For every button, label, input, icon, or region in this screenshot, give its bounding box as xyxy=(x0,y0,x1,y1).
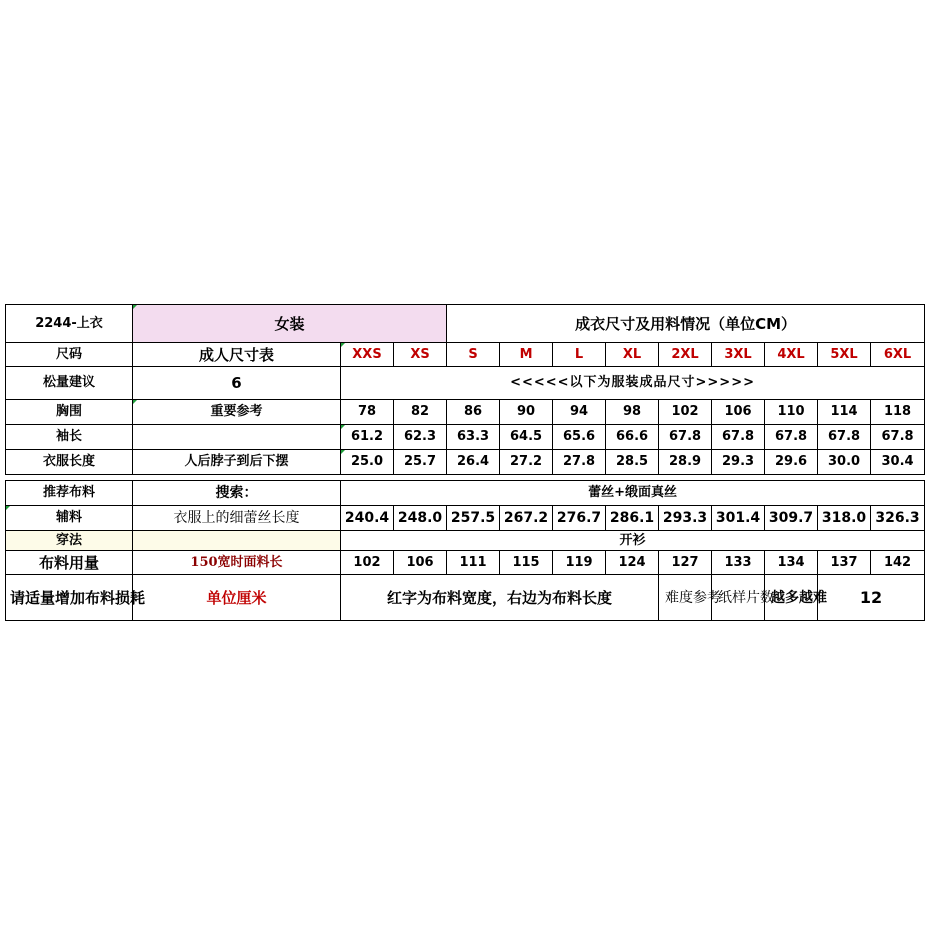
measure-value-cell[interactable]: 65.6 xyxy=(553,425,606,450)
size-label-cell[interactable]: 尺码 xyxy=(6,343,133,367)
measure-value-cell[interactable]: 66.6 xyxy=(606,425,659,450)
measure-note-cell[interactable]: 人后脖子到后下摆 xyxy=(133,450,341,475)
length-row xyxy=(6,450,925,475)
measure-value-cell[interactable]: 118 xyxy=(871,400,925,425)
measure-value-cell[interactable]: 61.2 xyxy=(341,425,394,450)
unit-cell[interactable]: 单位厘米 xyxy=(133,575,341,621)
ease-value-cell[interactable]: 6 xyxy=(133,367,341,400)
measure-value-cell[interactable]: 82 xyxy=(394,400,447,425)
measure-value-cell[interactable]: 28.5 xyxy=(606,450,659,475)
measure-value-cell[interactable]: 94 xyxy=(553,400,606,425)
trim-value-cell[interactable]: 301.4 xyxy=(712,506,765,531)
measure-label-cell[interactable]: 袖长 xyxy=(6,425,133,450)
size-chart-table xyxy=(5,304,925,621)
difficulty-label-cell[interactable]: 难度参考 xyxy=(659,575,712,621)
pattern-pieces-label-cell[interactable]: 纸样片数 xyxy=(712,575,765,621)
wear-value-cell[interactable]: 开衫 xyxy=(341,531,925,551)
trim-value-cell[interactable]: 240.4 xyxy=(341,506,394,531)
size-cell[interactable]: XXS xyxy=(341,343,394,367)
explain-cell[interactable]: 红字为布料宽度，右边为布料长度 xyxy=(341,575,659,621)
measure-value-cell[interactable]: 27.8 xyxy=(553,450,606,475)
measure-value-cell[interactable]: 86 xyxy=(447,400,500,425)
size-cell[interactable]: 5XL xyxy=(818,343,871,367)
usage-value-cell[interactable]: 111 xyxy=(447,551,500,575)
trim-value-cell[interactable]: 286.1 xyxy=(606,506,659,531)
trim-value-cell[interactable]: 267.2 xyxy=(500,506,553,531)
finished-size-banner[interactable]: <<<<<以下为服装成品尺寸>>>>> xyxy=(341,367,925,400)
fabric-loss-note-cell[interactable]: 请适量增加布料损耗 xyxy=(6,575,133,621)
measure-value-cell[interactable]: 27.2 xyxy=(500,450,553,475)
measure-value-cell[interactable]: 62.3 xyxy=(394,425,447,450)
measure-value-cell[interactable]: 106 xyxy=(712,400,765,425)
measure-value-cell[interactable]: 26.4 xyxy=(447,450,500,475)
trim-value-cell[interactable]: 309.7 xyxy=(765,506,818,531)
measure-value-cell[interactable]: 30.4 xyxy=(871,450,925,475)
size-cell[interactable]: L xyxy=(553,343,606,367)
ease-row xyxy=(6,367,925,400)
section-title-cell[interactable]: 成衣尺寸及用料情况（单位CM） xyxy=(447,305,925,343)
usage-value-cell[interactable]: 137 xyxy=(818,551,871,575)
header-row xyxy=(6,305,925,343)
fabric-search-cell[interactable]: 搜索： xyxy=(133,481,341,506)
measure-value-cell[interactable]: 25.7 xyxy=(394,450,447,475)
measure-label-cell[interactable]: 胸围 xyxy=(6,400,133,425)
measure-value-cell[interactable]: 110 xyxy=(765,400,818,425)
trim-note-cell[interactable]: 衣服上的细蕾丝长度 xyxy=(133,506,341,531)
category-cell[interactable]: 女装 xyxy=(133,305,447,343)
measure-value-cell[interactable]: 67.8 xyxy=(871,425,925,450)
trim-row xyxy=(6,506,925,531)
usage-value-cell[interactable]: 133 xyxy=(712,551,765,575)
wear-empty-cell[interactable] xyxy=(133,531,341,551)
size-cell[interactable]: 4XL xyxy=(765,343,818,367)
size-cell[interactable]: S xyxy=(447,343,500,367)
usage-value-cell[interactable]: 102 xyxy=(341,551,394,575)
size-cell[interactable]: 2XL xyxy=(659,343,712,367)
pattern-pieces-count-cell[interactable]: 12 xyxy=(818,575,925,621)
measure-value-cell[interactable]: 78 xyxy=(341,400,394,425)
measure-value-cell[interactable]: 90 xyxy=(500,400,553,425)
measure-value-cell[interactable]: 28.9 xyxy=(659,450,712,475)
more-harder-cell[interactable]: 越多越难 xyxy=(765,575,818,621)
usage-note-cell[interactable]: 150宽时面料长 xyxy=(133,551,341,575)
measure-value-cell[interactable]: 64.5 xyxy=(500,425,553,450)
fabric-row xyxy=(6,481,925,506)
trim-label-cell[interactable]: 辅料 xyxy=(6,506,133,531)
trim-value-cell[interactable]: 293.3 xyxy=(659,506,712,531)
sleeve-row xyxy=(6,425,925,450)
measure-value-cell[interactable]: 25.0 xyxy=(341,450,394,475)
measure-value-cell[interactable]: 102 xyxy=(659,400,712,425)
bust-row xyxy=(6,400,925,425)
wear-row xyxy=(6,531,925,551)
measure-value-cell[interactable]: 98 xyxy=(606,400,659,425)
measure-note-cell[interactable]: 重要参考 xyxy=(133,400,341,425)
usage-value-cell[interactable]: 142 xyxy=(871,551,925,575)
measure-note-cell[interactable] xyxy=(133,425,341,450)
ease-label-cell[interactable]: 松量建议 xyxy=(6,367,133,400)
usage-value-cell[interactable]: 134 xyxy=(765,551,818,575)
measure-value-cell[interactable]: 29.6 xyxy=(765,450,818,475)
size-cell[interactable]: M xyxy=(500,343,553,367)
chart-subtitle-cell[interactable]: 成人尺寸表 xyxy=(133,343,341,367)
usage-row xyxy=(6,551,925,575)
measure-value-cell[interactable]: 67.8 xyxy=(659,425,712,450)
size-cell[interactable]: 3XL xyxy=(712,343,765,367)
usage-value-cell[interactable]: 127 xyxy=(659,551,712,575)
trim-value-cell[interactable]: 318.0 xyxy=(818,506,871,531)
trim-value-cell[interactable]: 248.0 xyxy=(394,506,447,531)
fabric-label-cell[interactable]: 推荐布料 xyxy=(6,481,133,506)
usage-value-cell[interactable]: 119 xyxy=(553,551,606,575)
measure-value-cell[interactable]: 114 xyxy=(818,400,871,425)
usage-value-cell[interactable]: 115 xyxy=(500,551,553,575)
usage-value-cell[interactable]: 124 xyxy=(606,551,659,575)
measure-value-cell[interactable]: 67.8 xyxy=(818,425,871,450)
usage-label-cell[interactable]: 布料用量 xyxy=(6,551,133,575)
measure-label-cell[interactable]: 衣服长度 xyxy=(6,450,133,475)
usage-value-cell[interactable]: 106 xyxy=(394,551,447,575)
size-cell[interactable]: XL xyxy=(606,343,659,367)
trim-value-cell[interactable]: 326.3 xyxy=(871,506,925,531)
measure-value-cell[interactable]: 30.0 xyxy=(818,450,871,475)
product-code-cell[interactable]: 2244-上衣 xyxy=(6,305,133,343)
measure-value-cell[interactable]: 29.3 xyxy=(712,450,765,475)
size-header-row xyxy=(6,343,925,367)
footer-row xyxy=(6,575,925,621)
size-cell[interactable]: XS xyxy=(394,343,447,367)
trim-value-cell[interactable]: 276.7 xyxy=(553,506,606,531)
measure-value-cell[interactable]: 63.3 xyxy=(447,425,500,450)
wear-label-cell[interactable]: 穿法 xyxy=(6,531,133,551)
measure-value-cell[interactable]: 67.8 xyxy=(712,425,765,450)
size-cell[interactable]: 6XL xyxy=(871,343,925,367)
measure-value-cell[interactable]: 67.8 xyxy=(765,425,818,450)
trim-value-cell[interactable]: 257.5 xyxy=(447,506,500,531)
fabric-value-cell[interactable]: 蕾丝+缎面真丝 xyxy=(341,481,925,506)
